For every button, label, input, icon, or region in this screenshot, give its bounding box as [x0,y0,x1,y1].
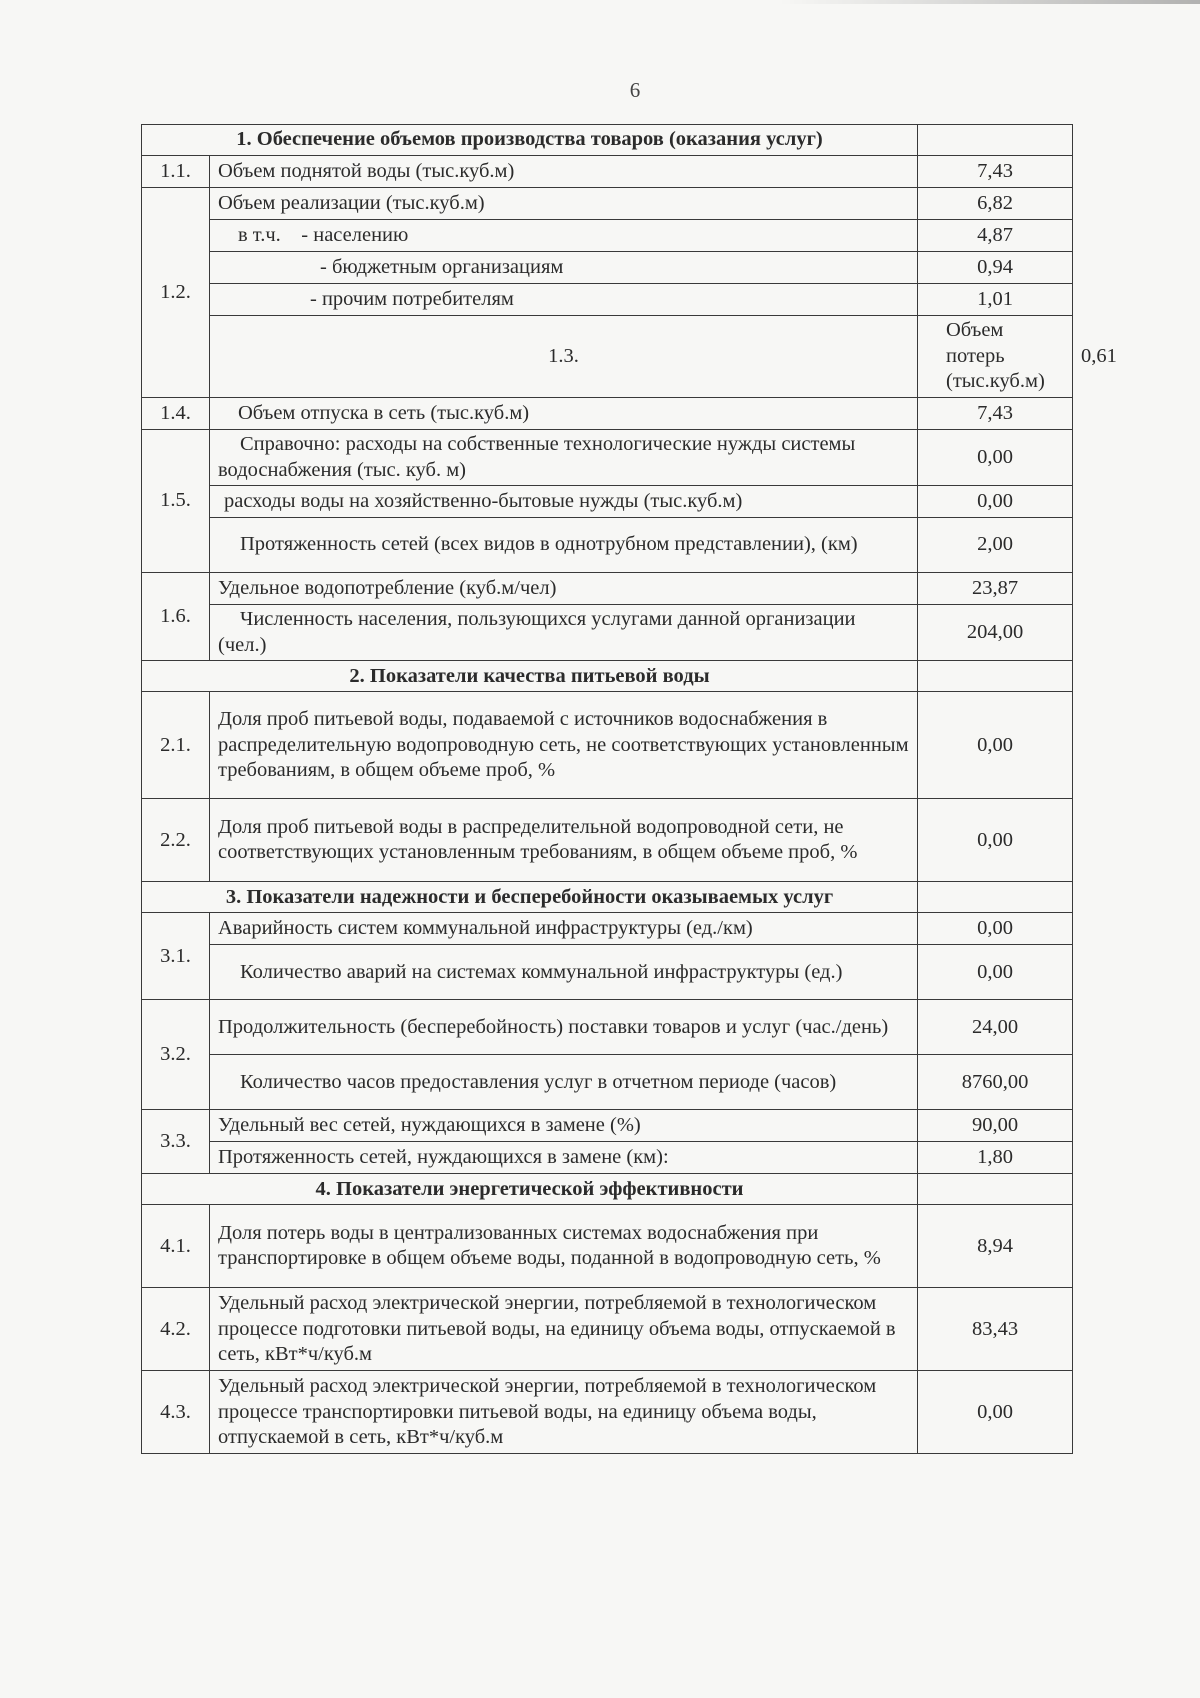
table-row [142,220,1073,252]
row-value: 90,00 [918,1110,1073,1142]
section-4-value-cell [918,1174,1073,1205]
row-value: 24,00 [918,1000,1073,1055]
section-header-row [142,661,1073,692]
row-value: 4,87 [918,220,1073,252]
row-description: Объем отпуска в сеть (тыс.куб.м) [210,397,918,429]
row-number: 2.1. [142,692,210,799]
section-3-value-cell [918,882,1073,913]
row-description: Объем потерь (тыс.куб.м) [918,316,1073,398]
table-row [142,945,1073,1000]
table-row [142,252,1073,284]
row-value: 0,00 [918,429,1073,485]
section-2-title: 2. Показатели качества питьевой воды [142,661,918,692]
row-description: Продолжительность (бесперебойность) поставки товаров и услуг (час./день) [210,1000,918,1055]
row-value: 7,43 [918,156,1073,188]
row-value: 83,43 [918,1288,1073,1371]
table-row [142,518,1073,573]
table-row [142,397,1073,429]
table-row [142,1142,1073,1174]
row-value: 204,00 [918,605,1073,661]
table-row: 1.3. Объем потерь (тыс.куб.м) 0,61 [142,316,1073,398]
table-row [142,605,1073,661]
row-value: 0,00 [918,486,1073,518]
row-description: Протяженность сетей (всех видов в однотрубном представлении), (км) [210,518,918,573]
row-description: Удельное водопотребление (куб.м/чел) [210,573,918,605]
scan-edge-mark [780,0,1200,4]
section-header-row [142,125,1073,156]
row-description: расходы воды на хозяйственно-бытовые нужды (тыс.куб.м) [210,486,918,518]
row-description: Доля потерь воды в централизованных системах водоснабжения при транспортировке в общем объеме воды, поданной в водопроводную сеть, % [210,1205,918,1288]
page-number: 6 [629,78,641,102]
row-description: Доля проб питьевой воды в распределительной водопроводной сети, не соответствующих установленным требованиям, в общем объеме проб, % [210,799,918,882]
table-row [142,573,1073,605]
row-value: 8,94 [918,1205,1073,1288]
indicators-table [141,124,1117,1454]
row-value: 6,82 [918,188,1073,220]
row-value: 1,01 [918,284,1073,316]
row-description: Справочно: расходы на собственные технологические нужды системы водоснабжения (тыс. куб. м) [210,429,918,485]
table-row [142,1371,1073,1454]
table-row [142,1055,1073,1110]
table-row [142,188,1073,220]
section-4-title: 4. Показатели энергетической эффективности [142,1174,918,1205]
table-row [142,799,1073,882]
row-number: 1.4. [142,397,210,429]
row-description: Объем поднятой воды (тыс.куб.м) [210,156,918,188]
row-description: Удельный расход электрической энергии, потребляемой в технологическом процессе подготовки питьевой воды, на единицу объема воды, отпускаемой в сеть, кВт*ч/куб.м [210,1288,918,1371]
table-row [142,429,1073,485]
row-description: в т.ч. - населению [210,220,918,252]
table-row [142,1000,1073,1055]
row-value: 0,00 [918,913,1073,945]
row-description: Аварийность систем коммунальной инфраструктуры (ед./км) [210,913,918,945]
row-value: 0,94 [918,252,1073,284]
row-value: 0,00 [918,799,1073,882]
table-row [142,1205,1073,1288]
section-header-row [142,882,1073,913]
row-number: 1.6. [142,573,210,661]
row-description: Количество аварий на системах коммунальной инфраструктуры (ед.) [210,945,918,1000]
table-row [142,1110,1073,1142]
row-number: 1.5. [142,429,210,572]
row-number: 4.3. [142,1371,210,1454]
table-row [142,913,1073,945]
row-description: - бюджетным организациям [210,252,918,284]
row-value: 23,87 [918,573,1073,605]
row-value: 0,00 [918,692,1073,799]
table-row [142,692,1073,799]
table-row [142,1288,1073,1371]
row-value: 0,00 [918,1371,1073,1454]
row-description: Доля проб питьевой воды, подаваемой с источников водоснабжения в распределительную водопроводную сеть, не соответствующих установленным требованиям, в общем объеме проб, % [210,692,918,799]
row-value: 7,43 [918,397,1073,429]
row-description: - прочим потребителям [210,284,918,316]
section-1-value-cell [918,125,1073,156]
row-number: 4.2. [142,1288,210,1371]
row-value: 2,00 [918,518,1073,573]
row-description: Количество часов предоставления услуг в отчетном периоде (часов) [210,1055,918,1110]
table-row [142,156,1073,188]
row-value: 1,80 [918,1142,1073,1174]
row-description: Объем реализации (тыс.куб.м) [210,188,918,220]
row-number: 2.2. [142,799,210,882]
section-1-title: 1. Обеспечение объемов производства товаров (оказания услуг) [142,125,918,156]
row-description: Удельный расход электрической энергии, потребляемой в технологическом процессе транспортировки питьевой воды, на единицу объема воды, отпускаемой в сеть, кВт*ч/куб.м [210,1371,918,1454]
section-2-value-cell [918,661,1073,692]
row-description: Протяженность сетей, нуждающихся в замене (км): [210,1142,918,1174]
section-header-row [142,1174,1073,1205]
row-description: Удельный вес сетей, нуждающихся в замене (%) [210,1110,918,1142]
row-number: 1.1. [142,156,210,188]
row-number: 3.1. [142,913,210,1000]
row-description: Численность населения, пользующихся услугами данной организации (чел.) [210,605,918,661]
row-number: 1.3. [210,316,918,398]
table-row [142,284,1073,316]
section-3-title: 3. Показатели надежности и бесперебойности оказываемых услуг [142,882,918,913]
row-value: 8760,00 [918,1055,1073,1110]
row-number: 3.2. [142,1000,210,1110]
row-number: 4.1. [142,1205,210,1288]
row-number: 3.3. [142,1110,210,1174]
row-value: 0,00 [918,945,1073,1000]
table-row [142,486,1073,518]
row-number: 1.2. [142,188,210,398]
